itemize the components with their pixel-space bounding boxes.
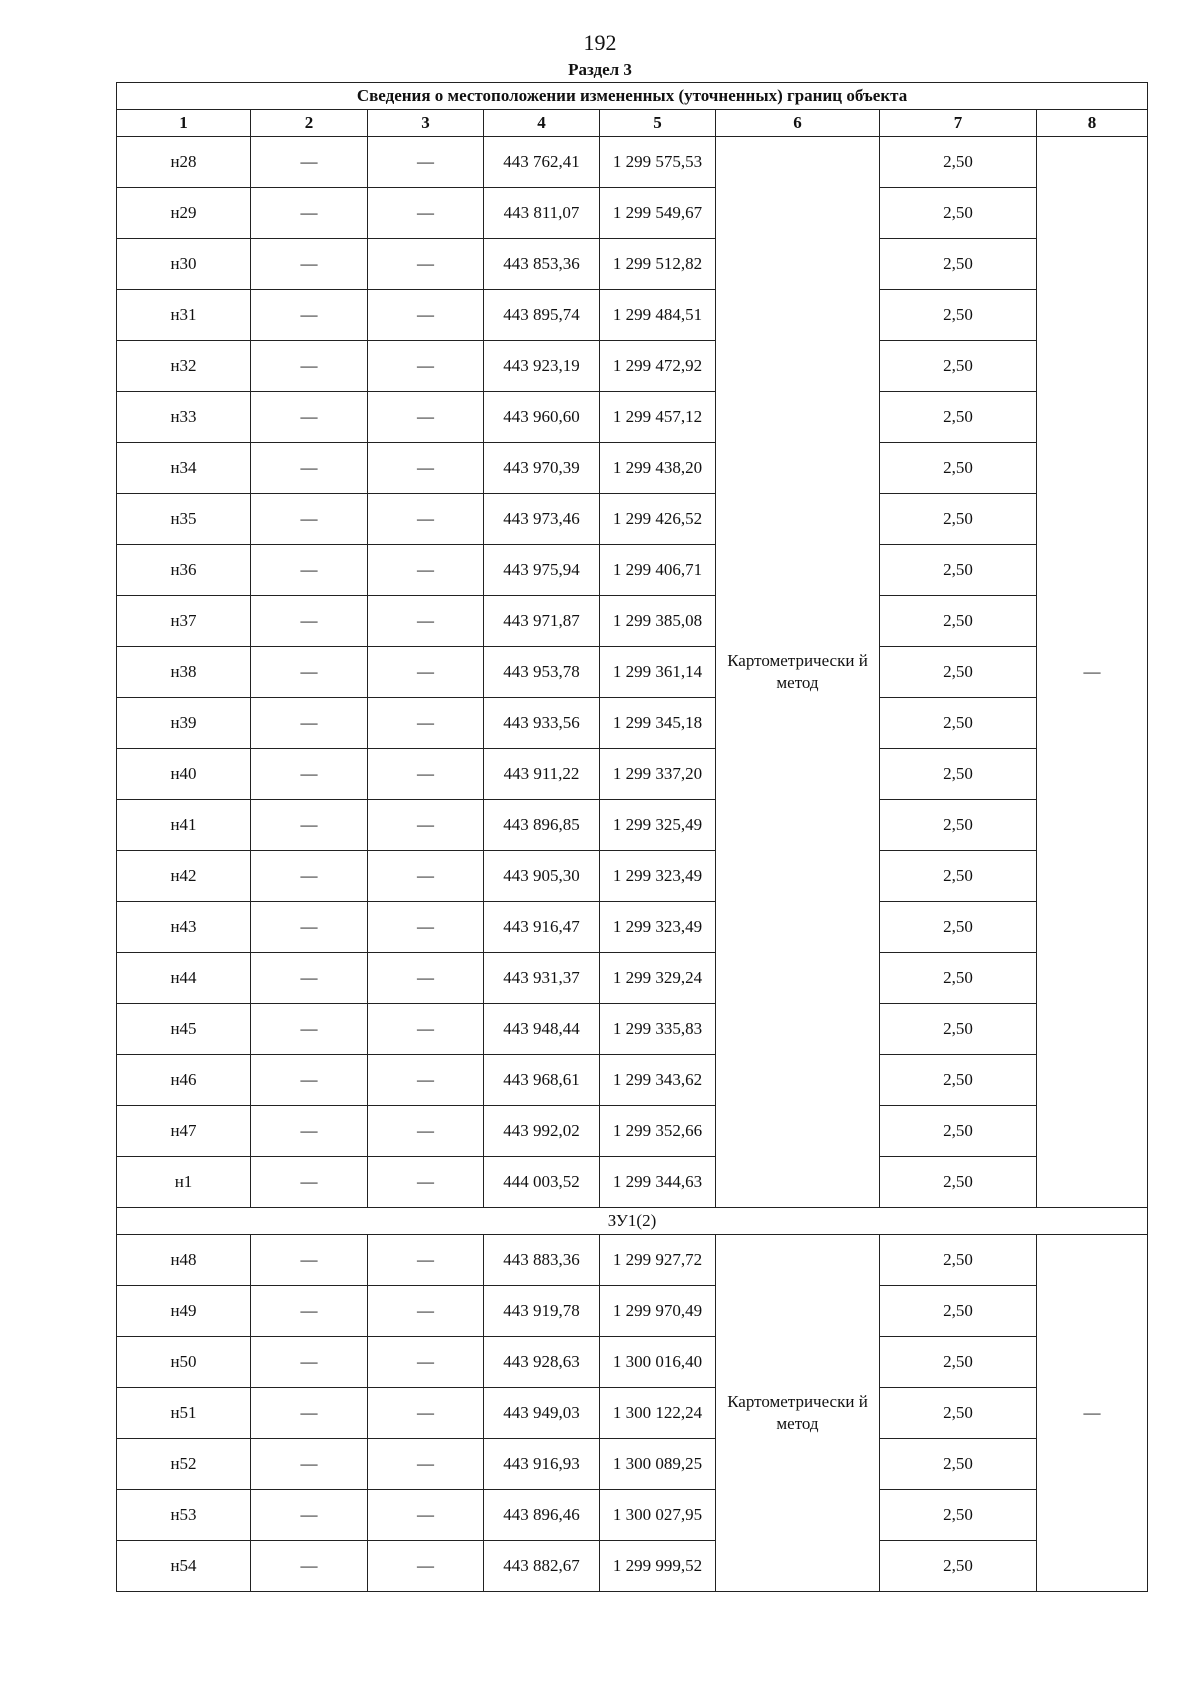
col3-cell: —	[368, 851, 484, 902]
accuracy-cell: 2,50	[880, 1106, 1037, 1157]
accuracy-cell: 2,50	[880, 392, 1037, 443]
col2-cell: —	[251, 1439, 368, 1490]
x-coordinate-cell: 443 948,44	[484, 1004, 600, 1055]
col2-cell: —	[251, 800, 368, 851]
y-coordinate-cell: 1 299 549,67	[600, 188, 716, 239]
accuracy-cell: 2,50	[880, 647, 1037, 698]
y-coordinate-cell: 1 299 323,49	[600, 851, 716, 902]
x-coordinate-cell: 443 882,67	[484, 1541, 600, 1592]
col3-cell: —	[368, 698, 484, 749]
point-name-cell: н36	[117, 545, 251, 596]
y-coordinate-cell: 1 299 323,49	[600, 902, 716, 953]
accuracy-cell: 2,50	[880, 698, 1037, 749]
col3-cell: —	[368, 1157, 484, 1208]
y-coordinate-cell: 1 299 512,82	[600, 239, 716, 290]
x-coordinate-cell: 443 968,61	[484, 1055, 600, 1106]
point-name-cell: н43	[117, 902, 251, 953]
col2-cell: —	[251, 1388, 368, 1439]
x-coordinate-cell: 443 973,46	[484, 494, 600, 545]
accuracy-cell: 2,50	[880, 443, 1037, 494]
accuracy-cell: 2,50	[880, 953, 1037, 1004]
x-coordinate-cell: 443 933,56	[484, 698, 600, 749]
x-coordinate-cell: 443 971,87	[484, 596, 600, 647]
table-row	[117, 596, 1148, 647]
table-row	[117, 1106, 1148, 1157]
x-coordinate-cell: 443 916,47	[484, 902, 600, 953]
col2-cell: —	[251, 1286, 368, 1337]
col2-cell: —	[251, 443, 368, 494]
point-name-cell: н30	[117, 239, 251, 290]
y-coordinate-cell: 1 299 927,72	[600, 1235, 716, 1286]
col2-cell: —	[251, 596, 368, 647]
x-coordinate-cell: 443 916,93	[484, 1439, 600, 1490]
col2-cell: —	[251, 647, 368, 698]
col3-cell: —	[368, 1388, 484, 1439]
y-coordinate-cell: 1 299 484,51	[600, 290, 716, 341]
col3-cell: —	[368, 494, 484, 545]
col3-cell: —	[368, 1106, 484, 1157]
accuracy-cell: 2,50	[880, 749, 1037, 800]
accuracy-cell: 2,50	[880, 1541, 1037, 1592]
point-name-cell: н44	[117, 953, 251, 1004]
accuracy-cell: 2,50	[880, 1004, 1037, 1055]
y-coordinate-cell: 1 299 361,14	[600, 647, 716, 698]
table-caption: Сведения о местоположении измененных (уточненных) границ объекта	[117, 83, 1148, 110]
x-coordinate-cell: 443 970,39	[484, 443, 600, 494]
col2-cell: —	[251, 188, 368, 239]
point-name-cell: н45	[117, 1004, 251, 1055]
col2-cell: —	[251, 1541, 368, 1592]
table-row	[117, 494, 1148, 545]
col3-cell: —	[368, 749, 484, 800]
point-name-cell: н47	[117, 1106, 251, 1157]
column-number: 8	[1037, 110, 1148, 137]
x-coordinate-cell: 443 896,85	[484, 800, 600, 851]
table-row	[117, 953, 1148, 1004]
table-row	[117, 392, 1148, 443]
y-coordinate-cell: 1 300 122,24	[600, 1388, 716, 1439]
col3-cell: —	[368, 1337, 484, 1388]
accuracy-cell: 2,50	[880, 1388, 1037, 1439]
column-number: 7	[880, 110, 1037, 137]
table-row	[117, 290, 1148, 341]
col3-cell: —	[368, 1541, 484, 1592]
x-coordinate-cell: 443 911,22	[484, 749, 600, 800]
x-coordinate-cell: 443 905,30	[484, 851, 600, 902]
column-number: 3	[368, 110, 484, 137]
point-name-cell: н37	[117, 596, 251, 647]
accuracy-cell: 2,50	[880, 545, 1037, 596]
point-name-cell: н34	[117, 443, 251, 494]
col3-cell: —	[368, 239, 484, 290]
table-row	[117, 1235, 1148, 1286]
column-number: 4	[484, 110, 600, 137]
point-name-cell: н29	[117, 188, 251, 239]
col2-cell: —	[251, 1490, 368, 1541]
table-row	[117, 341, 1148, 392]
col3-cell: —	[368, 953, 484, 1004]
y-coordinate-cell: 1 299 325,49	[600, 800, 716, 851]
group-label: ЗУ1(2)	[117, 1208, 1148, 1235]
x-coordinate-cell: 443 953,78	[484, 647, 600, 698]
accuracy-cell: 2,50	[880, 1286, 1037, 1337]
y-coordinate-cell: 1 299 329,24	[600, 953, 716, 1004]
x-coordinate-cell: 443 949,03	[484, 1388, 600, 1439]
col2-cell: —	[251, 749, 368, 800]
point-name-cell: н38	[117, 647, 251, 698]
col2-cell: —	[251, 494, 368, 545]
y-coordinate-cell: 1 299 457,12	[600, 392, 716, 443]
y-coordinate-cell: 1 299 426,52	[600, 494, 716, 545]
y-coordinate-cell: 1 299 352,66	[600, 1106, 716, 1157]
table-row	[117, 137, 1148, 188]
group-label-row	[117, 1208, 1148, 1235]
x-coordinate-cell: 443 960,60	[484, 392, 600, 443]
y-coordinate-cell: 1 299 337,20	[600, 749, 716, 800]
accuracy-cell: 2,50	[880, 239, 1037, 290]
point-name-cell: н31	[117, 290, 251, 341]
col2-cell: —	[251, 1337, 368, 1388]
col2-cell: —	[251, 137, 368, 188]
col2-cell: —	[251, 392, 368, 443]
col8-cell: —	[1037, 1235, 1148, 1592]
point-name-cell: н48	[117, 1235, 251, 1286]
col3-cell: —	[368, 188, 484, 239]
y-coordinate-cell: 1 299 472,92	[600, 341, 716, 392]
col3-cell: —	[368, 1004, 484, 1055]
col2-cell: —	[251, 1055, 368, 1106]
y-coordinate-cell: 1 300 016,40	[600, 1337, 716, 1388]
table-row	[117, 1439, 1148, 1490]
point-name-cell: н53	[117, 1490, 251, 1541]
y-coordinate-cell: 1 299 344,63	[600, 1157, 716, 1208]
table-row	[117, 1055, 1148, 1106]
col2-cell: —	[251, 545, 368, 596]
table-row	[117, 800, 1148, 851]
x-coordinate-cell: 443 928,63	[484, 1337, 600, 1388]
table-row	[117, 1541, 1148, 1592]
col2-cell: —	[251, 851, 368, 902]
x-coordinate-cell: 443 919,78	[484, 1286, 600, 1337]
col3-cell: —	[368, 545, 484, 596]
point-name-cell: н35	[117, 494, 251, 545]
x-coordinate-cell: 443 992,02	[484, 1106, 600, 1157]
table-row	[117, 443, 1148, 494]
table-row	[117, 1388, 1148, 1439]
accuracy-cell: 2,50	[880, 494, 1037, 545]
point-name-cell: н39	[117, 698, 251, 749]
col3-cell: —	[368, 290, 484, 341]
col2-cell: —	[251, 953, 368, 1004]
x-coordinate-cell: 443 883,36	[484, 1235, 600, 1286]
col2-cell: —	[251, 239, 368, 290]
table-row	[117, 902, 1148, 953]
table-row	[117, 1004, 1148, 1055]
accuracy-cell: 2,50	[880, 851, 1037, 902]
x-coordinate-cell: 443 896,46	[484, 1490, 600, 1541]
table-row	[117, 647, 1148, 698]
y-coordinate-cell: 1 300 089,25	[600, 1439, 716, 1490]
point-name-cell: н28	[117, 137, 251, 188]
accuracy-cell: 2,50	[880, 800, 1037, 851]
accuracy-cell: 2,50	[880, 137, 1037, 188]
point-name-cell: н1	[117, 1157, 251, 1208]
accuracy-cell: 2,50	[880, 902, 1037, 953]
column-number: 6	[716, 110, 880, 137]
col2-cell: —	[251, 290, 368, 341]
point-name-cell: н51	[117, 1388, 251, 1439]
col2-cell: —	[251, 902, 368, 953]
y-coordinate-cell: 1 299 343,62	[600, 1055, 716, 1106]
accuracy-cell: 2,50	[880, 290, 1037, 341]
col3-cell: —	[368, 443, 484, 494]
accuracy-cell: 2,50	[880, 1439, 1037, 1490]
col3-cell: —	[368, 392, 484, 443]
col2-cell: —	[251, 341, 368, 392]
table-row	[117, 1157, 1148, 1208]
x-coordinate-cell: 443 762,41	[484, 137, 600, 188]
accuracy-cell: 2,50	[880, 1055, 1037, 1106]
point-name-cell: н42	[117, 851, 251, 902]
col3-cell: —	[368, 1286, 484, 1337]
y-coordinate-cell: 1 299 345,18	[600, 698, 716, 749]
x-coordinate-cell: 443 811,07	[484, 188, 600, 239]
point-name-cell: н41	[117, 800, 251, 851]
x-coordinate-cell: 443 895,74	[484, 290, 600, 341]
y-coordinate-cell: 1 299 335,83	[600, 1004, 716, 1055]
table-row	[117, 851, 1148, 902]
page-number: 192	[583, 30, 617, 55]
accuracy-cell: 2,50	[880, 341, 1037, 392]
x-coordinate-cell: 443 853,36	[484, 239, 600, 290]
x-coordinate-cell: 443 931,37	[484, 953, 600, 1004]
column-number: 2	[251, 110, 368, 137]
col3-cell: —	[368, 902, 484, 953]
method-cell: Картометрически й метод	[716, 1235, 880, 1592]
col3-cell: —	[368, 341, 484, 392]
boundary-coordinates-table	[116, 82, 1148, 1592]
table-row	[117, 1286, 1148, 1337]
x-coordinate-cell: 444 003,52	[484, 1157, 600, 1208]
col8-cell: —	[1037, 137, 1148, 1208]
x-coordinate-cell: 443 923,19	[484, 341, 600, 392]
section-title: Раздел 3	[568, 60, 632, 79]
col3-cell: —	[368, 137, 484, 188]
point-name-cell: н40	[117, 749, 251, 800]
point-name-cell: н33	[117, 392, 251, 443]
table-row	[117, 1337, 1148, 1388]
col3-cell: —	[368, 1235, 484, 1286]
table-row	[117, 749, 1148, 800]
table-row	[117, 545, 1148, 596]
method-cell: Картометрически й метод	[716, 137, 880, 1208]
y-coordinate-cell: 1 299 385,08	[600, 596, 716, 647]
col3-cell: —	[368, 1439, 484, 1490]
col3-cell: —	[368, 1055, 484, 1106]
column-number-row	[117, 110, 1148, 137]
point-name-cell: н50	[117, 1337, 251, 1388]
accuracy-cell: 2,50	[880, 1490, 1037, 1541]
col2-cell: —	[251, 698, 368, 749]
col3-cell: —	[368, 1490, 484, 1541]
column-number: 1	[117, 110, 251, 137]
col2-cell: —	[251, 1106, 368, 1157]
table-row	[117, 239, 1148, 290]
col2-cell: —	[251, 1235, 368, 1286]
x-coordinate-cell: 443 975,94	[484, 545, 600, 596]
col3-cell: —	[368, 800, 484, 851]
y-coordinate-cell: 1 299 406,71	[600, 545, 716, 596]
col3-cell: —	[368, 596, 484, 647]
point-name-cell: н54	[117, 1541, 251, 1592]
accuracy-cell: 2,50	[880, 188, 1037, 239]
accuracy-cell: 2,50	[880, 1235, 1037, 1286]
point-name-cell: н32	[117, 341, 251, 392]
point-name-cell: н49	[117, 1286, 251, 1337]
col2-cell: —	[251, 1004, 368, 1055]
table-row	[117, 1490, 1148, 1541]
point-name-cell: н52	[117, 1439, 251, 1490]
accuracy-cell: 2,50	[880, 1337, 1037, 1388]
col2-cell: —	[251, 1157, 368, 1208]
accuracy-cell: 2,50	[880, 596, 1037, 647]
y-coordinate-cell: 1 299 438,20	[600, 443, 716, 494]
y-coordinate-cell: 1 299 970,49	[600, 1286, 716, 1337]
y-coordinate-cell: 1 300 027,95	[600, 1490, 716, 1541]
column-number: 5	[600, 110, 716, 137]
accuracy-cell: 2,50	[880, 1157, 1037, 1208]
col3-cell: —	[368, 647, 484, 698]
table-row	[117, 188, 1148, 239]
table-row	[117, 698, 1148, 749]
point-name-cell: н46	[117, 1055, 251, 1106]
table-body	[117, 137, 1148, 1592]
y-coordinate-cell: 1 299 999,52	[600, 1541, 716, 1592]
y-coordinate-cell: 1 299 575,53	[600, 137, 716, 188]
